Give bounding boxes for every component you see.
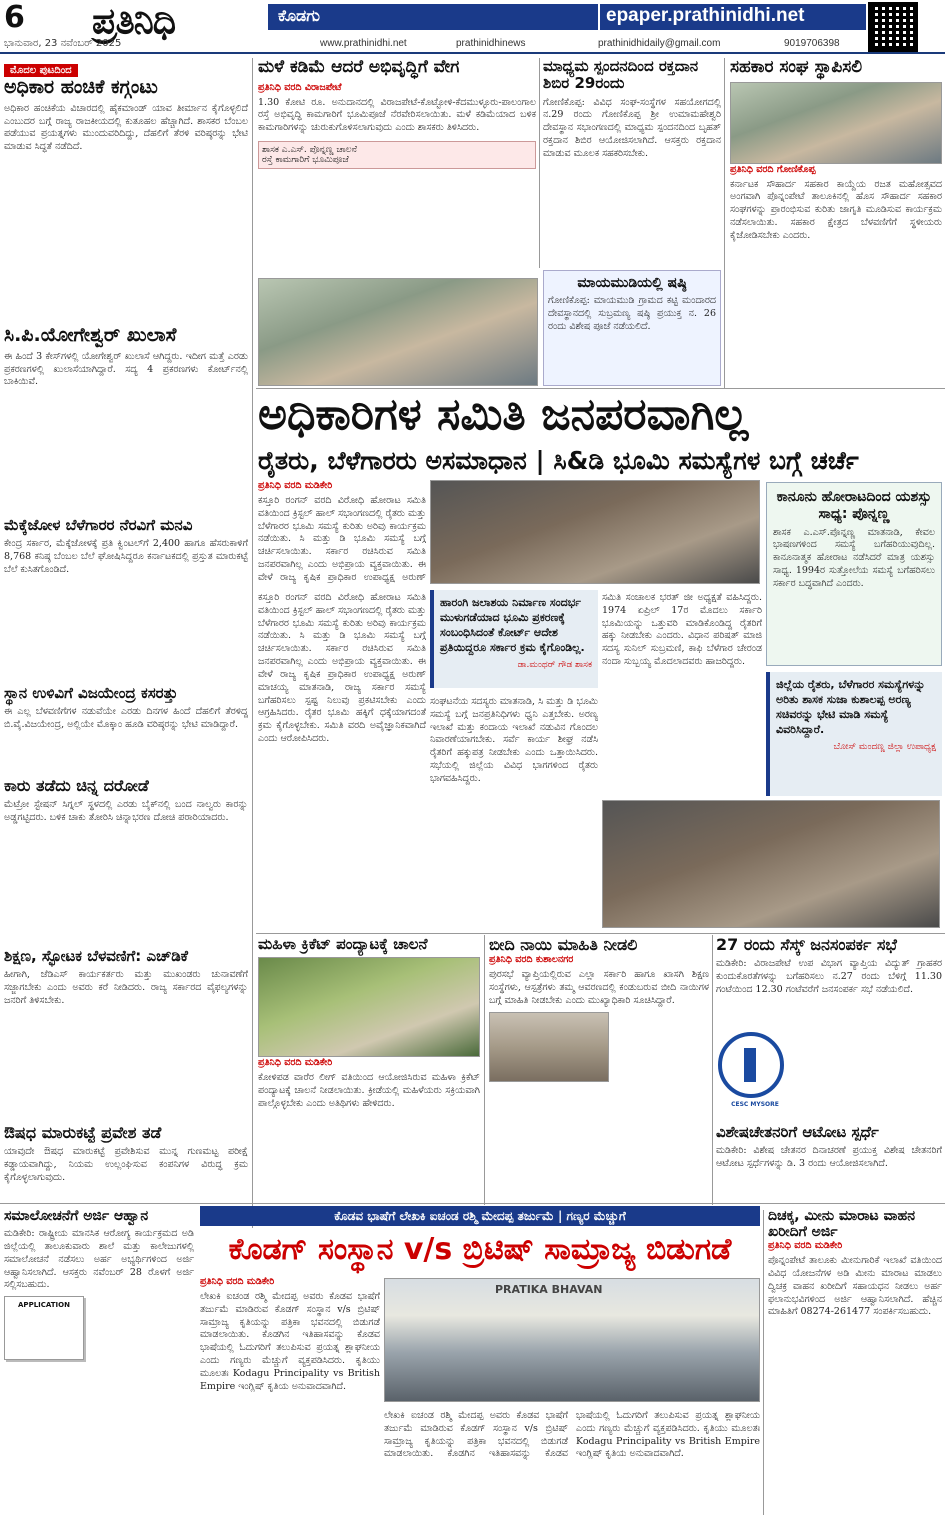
article-headline: ಕಾರು ತಡೆದು ಚಿನ್ನ ದರೋಡೆ	[4, 777, 149, 795]
email-link[interactable]: prathinidhidaily@gmail.com	[598, 38, 721, 49]
phone-number: 9019706398	[784, 38, 840, 49]
article-body: ಈ ಎಲ್ಲ ಬೆಳವಣಿಗೆಗಳ ನಡುವೆಯೇ ಎರಡು ದಿನಗಳ ಹಿಂದೆ ದೆಹಲಿಗೆ ತೆರಳಿದ್ದ ಬಿ.ವೈ.ವಿಜಯೇಂದ್ರ, ಅಲ್ಲಿಯೇ ಮೊಕ್ಕಾಂ ಹೂಡಿ ವರಿಷ್ಠರನ್ನು ಭೇಟಿ ಮಾಡಿದ್ದಾರೆ.	[4, 706, 248, 731]
article-aushadha	[4, 1124, 248, 1202]
article-shikshana	[4, 948, 248, 1120]
article-headline: ಅಧಿಕಾರ ಹಂಚಿಕೆ ಕಗ್ಗಂಟು	[4, 76, 158, 98]
article-raktadana	[543, 58, 721, 266]
article-samalochane	[4, 1208, 194, 1514]
quote-attribution: ಬೋಸ್ ಮಂದಣ್ಣ ಜಿಲ್ಲಾ ಉಪಾಧ್ಯಕ್ಷ	[833, 742, 936, 753]
article-body: ಮಡಿಕೇರಿ: ರಾಷ್ಟ್ರೀಯ ಮಾನಸಿಕ ಆರೋಗ್ಯ ಕಾರ್ಯಕ್ರಮದ ಅಡಿ ಜಿಲ್ಲೆಯಲ್ಲಿ ತಾಲೂಕುವಾರು ಶಾಲೆ ಮತ್ತು ಕಾಲೇಜುಗಳಲ್ಲಿ ಸಮಾಲೋಚನೆ ನಡೆಸಲು ಅರ್ಹ ಅಭ್ಯರ್ಥಿಗಳಿಂದ ಅರ್ಜಿ ಆಹ್ವಾನಿಸಲಾಗಿದೆ. ಆಸಕ್ತರು ನವೆಂಬರ್ 28 ರೊಳಗೆ ಅರ್ಜಿ ಸಲ್ಲಿಸಬಹುದು.	[4, 1228, 194, 1291]
article-body: ಗೋಣಿಕೊಪ್ಪ: ಮಾಯಮುಡಿ ಗ್ರಾಮದ ಕಟ್ಟಿ ಮಂದಾರದ ದೇವಸ್ಥಾನದಲ್ಲಿ ಸುಬ್ರಮಣ್ಯ ಷಷ್ಠಿ ಪ್ರಯುಕ್ತ ನ. 26 ರಂದು ವಿಶೇಷ ಪೂಜೆ ನಡೆಯಲಿದೆ.	[548, 295, 716, 332]
lead-column-3	[602, 588, 762, 798]
article-headline: ಸ್ಥಾನ ಉಳಿವಿಗೆ ವಿಜಯೇಂದ್ರ ಕಸರತ್ತು	[4, 685, 178, 702]
article-headline: ಶಿಕ್ಷಣ, ಸ್ಫೋಟಕ ಬೆಳವಣಿಗೆ: ಎಚ್‌ಡಿಕೆ	[4, 948, 188, 965]
article-headline: 27 ರಂದು ಸೆಸ್ಕ್ ಜನಸಂಪರ್ಕ ಸಭೆ	[716, 936, 897, 954]
article-beedi	[489, 936, 709, 1202]
article-adhikara	[4, 58, 248, 320]
article-body: ಅಧಿಕಾರ ಹಂಚಿಕೆಯ ವಿಚಾರದಲ್ಲಿ ಹೈಕಮಾಂಡ್ ಯಾವ ತೀರ್ಮಾನ ಕೈಗೊಳ್ಳಲಿದೆ ಎಂಬುದರ ಬಗ್ಗೆ ರಾಜ್ಯ ರಾಜಕೀಯದಲ್ಲಿ ಕುತೂಹಲ ಹೆಚ್ಚಾಗಿದೆ. ಶಾಸಕರ ಬೆಂಬಲ ಪಡೆಯುವ ಪ್ರಯತ್ನಗಳು ಮುಂದುವರಿದಿದ್ದು, ದೆಹಲಿಗೆ ತೆರಳಿ ವರಿಷ್ಠರನ್ನು ಭೇಟಿ ಮಾಡುವ ಸಿದ್ಧತೆ ನಡೆದಿದೆ.	[4, 102, 248, 153]
section-tab: ಕೊಡಗು	[268, 4, 598, 30]
article-didikka	[768, 1208, 942, 1514]
article-body: ಮೆಟ್ರೋ ಸ್ಟೇಷನ್ ಸಿಗ್ನಲ್ ಸ್ಥಳದಲ್ಲಿ ಎರಡು ಬೈಕ್‌ನಲ್ಲಿ ಬಂದ ನಾಲ್ವರು ಕಾರನ್ನು ಅಡ್ಡಗಟ್ಟಿದರು. ಬಳಿಕ ಚಾಕು ತೋರಿಸಿ ಚಿನ್ನಾಭರಣ ದೋಚಿ ಪರಾರಿಯಾದರು.	[4, 799, 248, 824]
sidebar-body: ಶಾಸಕ ಎ.ಎಸ್.ಪೊನ್ನಣ್ಣ ಮಾತನಾಡಿ, ಕೇವಲ ಭಾಷಣಗಳಿಂದ ಸಮಸ್ಯೆ ಬಗೆಹರಿಯುವುದಿಲ್ಲ. ಕಾನೂನಾತ್ಮಕ ಹೋರಾಟ ನಡೆಸಿದರೆ ಮಾತ್ರ ಯಶಸ್ಸು ಸಾಧ್ಯ. 1994ರ ಸುತ್ತೋಲೆಯ ಸಮಸ್ಯೆ ಬಗೆಹರಿಸಲು ಸರ್ಕಾರ ಬದ್ಧವಾಗಿದೆ ಎಂದರು.	[773, 526, 935, 589]
article-body: ಸಂಘಟನೆಯ ಸದಸ್ಯರು ಮಾತನಾಡಿ, ಸಿ ಮತ್ತು ಡಿ ಭೂಮಿ ಸಮಸ್ಯೆ ಬಗ್ಗೆ ಜನಪ್ರತಿನಿಧಿಗಳು ಧ್ವನಿ ಎತ್ತಬೇಕು. ಅರಣ್ಯ ಇಲಾಖೆ ಮತ್ತು ಕಂದಾಯ ಇಲಾಖೆ ನಡುವಿನ ಗೊಂದಲ ನಿವಾರಣೆಯಾಗಬೇಕು. ಸರ್ವೆ ಕಾರ್ಯ ಶೀಘ್ರ ನಡೆಸಿ ರೈತರಿಗೆ ಹಕ್ಕುಪತ್ರ ನೀಡಬೇಕು ಎಂದು ಒತ್ತಾಯಿಸಿದರು. ಸಭೆಯಲ್ಲಿ ಜಿಲ್ಲೆಯ ವಿವಿಧ ಭಾಗಗಳಿಂದ ರೈತರು ಭಾಗವಹಿಸಿದ್ದರು.	[430, 696, 598, 784]
article-headline: ಔಷಧ ಮಾರುಕಟ್ಟೆ ಪ್ರವೇಶ ತಡೆ	[4, 1124, 162, 1142]
lead-meeting-photo	[430, 480, 760, 584]
article-body: ಕೇಂದ್ರ ಸರ್ಕಾರ, ಮೆಕ್ಕೆಜೋಳಕ್ಕೆ ಪ್ರತಿ ಕ್ವಿಂಟಲ್‌ಗೆ 2,400 ಹಾಗೂ ಹೆಸರುಕಾಳಿಗೆ 8,768 ಕನಿಷ್ಠ ಬೆಂಬಲ ಬೆಲೆ ಘೋಷಿಸಿದ್ದರೂ ಕರ್ನಾಟಕದಲ್ಲಿ ಪ್ರಸ್ತುತ ಮಾರುಕಟ್ಟೆ ಬೆಲೆ ಕುಸಿತಗೊಂಡಿದೆ.	[4, 538, 248, 575]
article-byline: ಪ್ರತಿನಿಧಿ ವರದಿ ಕುಶಾಲನಗರ	[489, 954, 574, 966]
article-headline: ಮಾಯಮುಡಿಯಲ್ಲಿ ಷಷ್ಠಿ	[577, 275, 687, 291]
lead-column-2	[430, 692, 598, 928]
kanunu-sidebar	[766, 482, 942, 666]
application-form-icon	[4, 1296, 84, 1360]
article-byline: ಪ್ರತಿನಿಧಿ ವರದಿ ಗೋಣಿಕೊಪ್ಪ	[730, 163, 816, 175]
article-byline: ಪ್ರತಿನಿಧಿ ವರದಿ ಮಡಿಕೇರಿ	[200, 1276, 275, 1287]
kanunu-quote	[766, 672, 942, 796]
article-sthana	[4, 685, 248, 773]
article-body: ಕಸ್ತೂರಿ ರಂಗನ್ ವರದಿ ವಿರೋಧಿ ಹೋರಾಟ ಸಮಿತಿ ವತಿಯಿಂದ ಕ್ರಿಸ್ಟಲ್ ಹಾಲ್ ಸಭಾಂಗಣದಲ್ಲಿ ರೈತರು ಮತ್ತು ಬೆಳೆಗಾರರ ಭೂಮಿ ಸಮಸ್ಯೆ ಕುರಿತು ಅರಿವು ಕಾರ್ಯಕ್ರಮ ನಡೆಯಿತು. ಸಿ ಮತ್ತು ಡಿ ಭೂಮಿ ಸಮಸ್ಯೆ ಬಗ್ಗೆ ಚರ್ಚಿಸಲಾಯಿತು. ಸರ್ಕಾರ ರಚಿಸಿರುವ ಸಮಿತಿ ಜನಪರವಾಗಿಲ್ಲ ಎಂದು ಅಭಿಪ್ರಾಯ ವ್ಯಕ್ತವಾಯಿತು. ಈ ವೇಳೆ ರಾಜ್ಯ ಕೃಷಿಕ ಪ್ರಾಧಿಕಾರ ಉಪಾಧ್ಯಕ್ಷ ಅರುಣ್ ಮಾಚಯ್ಯ ಮಾತನಾಡಿ, ರಾಜ್ಯ ಸರ್ಕಾರ ಸಮಸ್ಯೆ ಬಗೆಹರಿಸಲು ಸ್ಪಷ್ಟ ನಿಲುವು ಪ್ರಕಟಿಸಬೇಕು ಎಂದು ಆಗ್ರಹಿಸಿದರು. ರೈತರ ಭೂಮಿ ಹಕ್ಕಿಗೆ ಧಕ್ಕೆಯಾಗದಂತೆ ಕ್ರಮ ಕೈಗೊಳ್ಳಬೇಕು. ಸಮಿತಿ ವರದಿ ಅವೈಜ್ಞಾನಿಕವಾಗಿದೆ ಎಂದು ಆರೋಪಿಸಿದರು.	[258, 592, 426, 744]
page-number: 6	[4, 0, 25, 35]
article-headline: ಬೀದಿ ನಾಯಿ ಮಾಹಿತಿ ನೀಡಲಿ	[489, 936, 638, 954]
photo-tag: ಶಾಸಕ ಎ.ಎಸ್. ಪೊನ್ನಣ್ಣ ಚಾಲನೆ	[262, 144, 357, 155]
application-card-label: APPLICATION	[18, 1301, 70, 1310]
article-body: ಸಮಿತಿ ಸಂಚಾಲಕ ಭರತ್ ಜೀ ಅಧ್ಯಕ್ಷತೆ ವಹಿಸಿದ್ದರು. 1974 ಏಪ್ರಿಲ್ 17ರ ಮೊದಲು ಸರ್ಕಾರಿ ಭೂಮಿಯನ್ನು ಒತ್ತುವರಿ ಮಾಡಿಕೊಂಡಿದ್ದ ರೈತರಿಗೆ ಹಕ್ಕು ನೀಡಬೇಕು ಎಂದರು. ವಿಧಾನ ಪರಿಷತ್ ಮಾಜಿ ಸದಸ್ಯ ಸುನಿಲ್ ಸುಬ್ರಮಣಿ, ಕಾಫಿ ಬೆಳೆಗಾರ ಚೇರಂಡ ನಂದಾ ಸುಬ್ಬಯ್ಯ ಮೊದಲಾದವರು ಹಾಜರಿದ್ದರು.	[602, 592, 762, 668]
article-body: ಕೋಳಿಪಡ ವಾರೆರ ಲೀಗ್ ವತಿಯಿಂದ ಆಯೋಜಿಸಿರುವ ಮಹಿಳಾ ಕ್ರಿಕೆಟ್ ಪಂದ್ಯಾಟಕ್ಕೆ ಚಾಲನೆ ನೀಡಲಾಯಿತು. ಕ್ರೀಡೆಯಲ್ಲಿ ಮಹಿಳೆಯರು ಸಕ್ರಿಯವಾಗಿ ಪಾಲ್ಗೊಳ್ಳಬೇಕು ಎಂದು ಅತಿಥಿಗಳು ಹೇಳಿದರು.	[258, 1072, 480, 1109]
article-body: ಗೋಣಿಕೊಪ್ಪ: ವಿವಿಧ ಸಂಘ-ಸಂಸ್ಥೆಗಳ ಸಹಯೋಗದಲ್ಲಿ ನ.29 ರಂದು ಗೋಣಿಕೊಪ್ಪ ಶ್ರೀ ಉಮಾಮಹೇಶ್ವರಿ ದೇವಸ್ಥಾನ ಸಭಾಂಗಣದಲ್ಲಿ ಮಾಧ್ಯಮ ಸ್ಪಂದನದಿಂದ ಬೃಹತ್ ರಕ್ತದಾನ ಶಿಬಿರ ಆಯೋಜಿಸಲಾಗಿದೆ. ಆಸಕ್ತರು ರಕ್ತದಾನ ಮಾಡುವ ಮೂಲಕ ಸಹಕರಿಸಬೇಕು.	[543, 96, 721, 159]
article-headline: ಸಿ.ಪಿ.ಯೋಗೇಶ್ವರ್ ಖುಲಾಸೆ	[4, 325, 177, 346]
article-mayamudi	[543, 270, 721, 386]
article-body: ಮಡಿಕೇರಿ: ವಿಶೇಷ ಚೇತನರ ದಿನಾಚರಣೆ ಪ್ರಯುಕ್ತ ವಿಶೇಷ ಚೇತನರಿಗೆ ಆಟೋಟ ಸ್ಪರ್ಧೆಗಳನ್ನು ಡಿ. 3 ರಂದು ಆಯೋಜಿಸಲಾಗಿದೆ.	[716, 1145, 942, 1170]
rain-event-photo	[258, 278, 538, 386]
stray-dogs-photo	[489, 1012, 609, 1082]
article-byline: ಪ್ರತಿನಿಧಿ ವರದಿ ಮಡಿಕೇರಿ	[768, 1240, 843, 1252]
cesc-logo-text: CESC MYSORE	[731, 1101, 779, 1108]
article-sahakara	[730, 58, 942, 388]
issue-date: ಭಾನುವಾರ, 23 ನವೆಂಬರ್ 2025	[4, 38, 122, 49]
article-cp-yogeshwar	[4, 325, 248, 513]
article-male	[258, 58, 536, 276]
kodava-banner: ಕೊಡವ ಭಾಷೆಗೆ ಲೇಖಕಿ ಐಚಂಡ ರಶ್ಮಿ ಮೇದಪ್ಪ ತರ್ಜುಮೆ | ಗಣ್ಯರ ಮೆಚ್ಚುಗೆ	[200, 1206, 760, 1226]
article-byline: ಪ್ರತಿನಿಧಿ ವರದಿ ಮಡಿಕೇರಿ	[258, 480, 333, 491]
article-headline: ದಿಚಕ್ಕ, ಮೀನು ಮಾರಾಟ ವಾಹನ ಖರೀದಿಗೆ ಅರ್ಜಿ	[768, 1208, 915, 1241]
lead-column-1b	[258, 588, 426, 928]
article-headline: ಮಹಿಳಾ ಕ್ರಿಕೆಟ್ ಪಂದ್ಯಾಟಕ್ಕೆ ಚಾಲನೆ	[258, 936, 428, 953]
cesc-logo	[718, 1032, 784, 1108]
article-body: ಲೇಖಕಿ ಐಚಂಡ ರಶ್ಮಿ ಮೇದಪ್ಪ ಅವರು ಕೊಡವ ಭಾಷೆಗೆ ತರ್ಜುಮೆ ಮಾಡಿರುವ ಕೊಡಗ್ ಸಂಸ್ಥಾನ v/s ಬ್ರಿಟಿಷ್ ಸಾಮ್ರಾಜ್ಯ ಕೃತಿಯನ್ನು ಪತ್ರಿಕಾ ಭವನದಲ್ಲಿ ಬಿಡುಗಡೆ ಮಾಡಲಾಯಿತು. ಕೊಡಗಿನ ಇತಿಹಾಸವನ್ನು ಕೊಡವ ಭಾಷೆಯಲ್ಲಿ ಓದುಗರಿಗೆ ತಲುಪಿಸುವ ಪ್ರಯತ್ನ ಶ್ಲಾಘನೀಯ ಎಂದು ಗಣ್ಯರು ಮೆಚ್ಚುಗೆ ವ್ಯಕ್ತಪಡಿಸಿದರು. ಕೃತಿಯು ಮೂಲತಃ Kodagu Principality vs British Empire ಇಂಗ್ಲಿಷ್ ಕೃತಿಯ ಅನುವಾದವಾಗಿದೆ.	[384, 1410, 760, 1460]
article-byline: ಪ್ರತಿನಿಧಿ ವರದಿ ವಿರಾಜಪೇಟೆ	[258, 81, 342, 93]
lead-headline: ಅಧಿಕಾರಿಗಳ ಸಮಿತಿ ಜನಪರವಾಗಿಲ್ಲ	[258, 389, 749, 440]
article-mekkejola	[4, 517, 248, 681]
article-body: ಮಡಿಕೇರಿ: ವಿರಾಜಪೇಟೆ ಉಪ ವಿಭಾಗ ವ್ಯಾಪ್ತಿಯ ವಿದ್ಯುತ್ ಗ್ರಾಹಕರ ಕುಂದುಕೊರತೆಗಳನ್ನು ಬಗೆಹರಿಸಲು ನ.27 ರಂದು ಬೆಳಿಗ್ಗೆ 11.30 ಗಂಟೆಯಿಂದ 12.30 ಗಂಟೆವರೆಗೆ ಜನಸಂಪರ್ಕ ಸಭೆ ನಡೆಯಲಿದೆ.	[716, 958, 942, 996]
photo-tag: ರಸ್ತೆ ಕಾಮಗಾರಿಗೆ ಭೂಮಿಪೂಜೆ	[262, 154, 349, 165]
article-body: ಯಾವುದೇ ಔಷಧ ಮಾರುಕಟ್ಟೆ ಪ್ರವೇಶಿಸುವ ಮುನ್ನ ಗುಣಮಟ್ಟ ಪರೀಕ್ಷೆ ಕಡ್ಡಾಯವಾಗಿದ್ದು, ನಿಯಮ ಉಲ್ಲಂಘಿಸುವ ಕಂಪನಿಗಳ ವಿರುದ್ಧ ಕ್ರಮ ಕೈಗೊಳ್ಳಲಾಗುವುದು.	[4, 1146, 248, 1184]
article-headline: ವಿಶೇಷಚೇತನರಿಗೆ ಆಟೋಟ ಸ್ಪರ್ಧೆ	[716, 1124, 879, 1141]
article-body: ಪೊನ್ನಂಪೇಟೆ ತಾಲೂಕು ಮೀನುಗಾರಿಕೆ ಇಲಾಖೆ ವತಿಯಿಂದ ವಿವಿಧ ಯೋಜನೆಗಳ ಅಡಿ ಮೀನು ಮಾರಾಟ ಮಾಡಲು ದ್ವಿಚಕ್ರ ವಾಹನ ಖರೀದಿಗೆ ಸಹಾಯಧನ ನೀಡಲು ಅರ್ಹ ಫಲಾನುಭವಿಗಳಿಂದ ಅರ್ಜಿ ಆಹ್ವಾನಿಸಲಾಗಿದೆ. ಹೆಚ್ಚಿನ ಮಾಹಿತಿಗೆ 08274-261477 ಸಂಪರ್ಕಿಸಬಹುದು.	[768, 1255, 942, 1318]
pratika-bhavan-sign: PRATIKA BHAVAN	[495, 1283, 603, 1296]
lead-audience-photo	[602, 800, 940, 928]
epaper-url[interactable]: epaper.prathinidhi.net	[600, 4, 866, 30]
article-body: ಪುರಸಭೆ ವ್ಯಾಪ್ತಿಯಲ್ಲಿರುವ ಎಲ್ಲಾ ಸರ್ಕಾರಿ ಹಾಗೂ ಖಾಸಗಿ ಶಿಕ್ಷಣ ಸಂಸ್ಥೆಗಳು, ಆಸ್ಪತ್ರೆಗಳು ತಮ್ಮ ಆವರಣದಲ್ಲಿ ಕಂಡುಬರುವ ಬೀದಿ ನಾಯಿಗಳ ಬಗ್ಗೆ ಮಾಹಿತಿ ನೀಡಬೇಕು ಎಂದು ಮುಖ್ಯಾಧಿಕಾರಿ ಸೂಚಿಸಿದ್ದಾರೆ.	[489, 969, 709, 1007]
kodava-headline: ಕೊಡಗ್ ಸಂಸ್ಥಾನ v/s ಬ್ರಿಟಿಷ್ ಸಾಮ್ರಾಜ್ಯ ಬಿಡುಗಡೆ	[228, 1232, 732, 1267]
article-headline: ಸಮಾಲೋಚನೆಗೆ ಅರ್ಜಿ ಆಹ್ವಾನ	[4, 1208, 149, 1224]
article-body: 1.30 ಕೋಟಿ ರೂ. ಅನುದಾನದಲ್ಲಿ ವಿರಾಜಪೇಟೆ-ಕೊಟ್ಟೋಳಿ-ಕೆದಮುಳ್ಳೂರು-ಪಾಲಂಗಾಲ ರಸ್ತೆ ಅಭಿವೃದ್ಧಿ ಕಾಮಗಾರಿಗೆ ಭೂಮಿಪೂಜೆ ನೆರವೇರಿಸಲಾಯಿತು. ಮಳೆ ಕಡಿಮೆಯಾದ ಬಳಿಕ ಕಾಮಗಾರಿಗಳನ್ನು ಚುರುಕುಗೊಳಿಸಲಾಗುವುದು ಎಂದು ಶಾಸಕರು ತಿಳಿಸಿದರು.	[258, 96, 536, 134]
cricket-photo	[258, 957, 480, 1057]
masthead-logo: ಪ್ರತಿನಿಧಿ	[92, 0, 176, 42]
article-mahila	[258, 936, 480, 1202]
cooperative-meeting-photo	[730, 82, 942, 164]
article-byline: ಪ್ರತಿನಿಧಿ ವರದಿ ಮಡಿಕೇರಿ	[258, 1057, 333, 1069]
article-body: ಹೀಗಾಗಿ, ಜೆಡಿಎಸ್ ಕಾರ್ಯಕರ್ತರು ಮತ್ತು ಮುಖಂಡರು ಚುನಾವಣೆಗೆ ಸಜ್ಜಾಗಬೇಕು ಎಂದು ಅವರು ಕರೆ ನೀಡಿದರು. ರಾಜ್ಯ ಸರ್ಕಾರದ ವೈಫಲ್ಯಗಳನ್ನು ಜನರಿಗೆ ತಿಳಿಸಬೇಕು.	[4, 969, 248, 1006]
social-handle[interactable]: prathinidhinews	[456, 38, 526, 49]
lead-pull-quote	[430, 590, 598, 688]
article-headline: ಮಳೆ ಕಡಿಮೆ ಆದರೆ ಅಭಿವೃದ್ಧಿಗೆ ವೇಗ	[258, 58, 460, 77]
sidebar-title: ಕಾನೂನು ಹೋರಾಟದಿಂದ ಯಶಸ್ಸು ಸಾಧ್ಯ: ಪೊನ್ನಣ್ಣ	[776, 489, 932, 522]
lead-subheadline: ರೈತರು, ಬೆಳೆಗಾರರು ಅಸಮಾಧಾನ | ಸಿ&ಡಿ ಭೂಮಿ ಸಮಸ್ಯೆಗಳ ಬಗ್ಗೆ ಚರ್ಚೆ	[258, 446, 859, 475]
quote-attribution: ಡಾ.ಮಂಥರ್ ಗೌಡ ಶಾಸಕ	[517, 660, 592, 671]
article-kicker: ಮೊದಲ ಪುಟದಿಂದ	[4, 64, 78, 77]
article-kodava	[200, 1276, 380, 1514]
article-karu	[4, 777, 248, 945]
article-headline: ಸಹಕಾರ ಸಂಘ ಸ್ಥಾಪಿಸಲಿ	[730, 58, 863, 77]
lead-column-1	[258, 480, 426, 584]
article-headline: ಮೆಕ್ಕೆಜೋಳ ಬೆಳೆಗಾರರ ನೆರವಿಗೆ ಮನವಿ	[4, 517, 193, 534]
page-header	[0, 0, 945, 54]
article-body: ಕಸ್ತೂರಿ ರಂಗನ್ ವರದಿ ವಿರೋಧಿ ಹೋರಾಟ ಸಮಿತಿ ವತಿಯಿಂದ ಕ್ರಿಸ್ಟಲ್ ಹಾಲ್ ಸಭಾಂಗಣದಲ್ಲಿ ರೈತರು ಮತ್ತು ಬೆಳೆಗಾರರ ಭೂಮಿ ಸಮಸ್ಯೆ ಕುರಿತು ಅರಿವು ಕಾರ್ಯಕ್ರಮ ನಡೆಯಿತು. ಸಿ ಮತ್ತು ಡಿ ಭೂಮಿ ಸಮಸ್ಯೆ ಬಗ್ಗೆ ಚರ್ಚಿಸಲಾಯಿತು. ಸರ್ಕಾರ ರಚಿಸಿರುವ ಸಮಿತಿ ಜನಪರವಾಗಿಲ್ಲ ಎಂದು ಅಭಿಪ್ರಾಯ ವ್ಯಕ್ತವಾಯಿತು. ಈ ವೇಳೆ ರಾಜ್ಯ ಕೃಷಿಕ ಪ್ರಾಧಿಕಾರ ಉಪಾಧ್ಯಕ್ಷ ಅರುಣ್	[258, 495, 426, 583]
qr-code-icon	[868, 2, 918, 52]
article-body: ಕರ್ನಾಟಕ ಸೌಹಾರ್ದ ಸಹಕಾರ ಕಾಯ್ದೆಯ ರಜತ ಮಹೋತ್ಸವದ ಅಂಗವಾಗಿ ಪೊನ್ನಂಪೇಟೆ ತಾಲೂಕಿನಲ್ಲಿ ಹೊಸ ಸೌಹಾರ್ದ ಸಹಕಾರ ಸಂಘಗಳನ್ನು ಪ್ರಾರಂಭಿಸುವ ಕುರಿತು ಜಾಗೃತಿ ಮೂಡಿಸುವ ಕಾರ್ಯಕ್ರಮ ನಡೆಸಲಾಯಿತು. ಸಹಕಾರ ಕ್ಷೇತ್ರದ ಬೆಳವಣಿಗೆಗೆ ಸ್ಥಳೀಯರು ಕೈಜೋಡಿಸಬೇಕು ಎಂದರು.	[730, 178, 942, 241]
article-headline: ಮಾಧ್ಯಮ ಸ್ಪಂದನದಿಂದ ರಕ್ತದಾನ ಶಿಬಿರ 29ರಂದು	[543, 58, 699, 93]
website-link[interactable]: www.prathinidhi.net	[320, 38, 407, 49]
article-body: ಈ ಹಿಂದೆ 3 ಕೇಸ್‌ಗಳಲ್ಲಿ ಯೋಗೇಶ್ವರ್ ಖುಲಾಸೆ ಆಗಿದ್ದರು. ಇದೀಗ ಮತ್ತೆ ಎರಡು ಪ್ರಕರಣಗಳಲ್ಲಿ ಖುಲಾಸೆಯಾಗಿದ್ದಾರೆ. ಸದ್ಯ 4 ಪ್ರಕರಣಗಳು ಕೋರ್ಟ್‌ನಲ್ಲಿ ಬಾಕಿಯಿವೆ.	[4, 350, 248, 388]
article-body: ಲೇಖಕಿ ಐಚಂಡ ರಶ್ಮಿ ಮೇದಪ್ಪ ಅವರು ಕೊಡವ ಭಾಷೆಗೆ ತರ್ಜುಮೆ ಮಾಡಿರುವ ಕೊಡಗ್ ಸಂಸ್ಥಾನ v/s ಬ್ರಿಟಿಷ್ ಸಾಮ್ರಾಜ್ಯ ಕೃತಿಯನ್ನು ಪತ್ರಿಕಾ ಭವನದಲ್ಲಿ ಬಿಡುಗಡೆ ಮಾಡಲಾಯಿತು. ಕೊಡಗಿನ ಇತಿಹಾಸವನ್ನು ಕೊಡವ ಭಾಷೆಯಲ್ಲಿ ಓದುಗರಿಗೆ ತಲುಪಿಸುವ ಪ್ರಯತ್ನ ಶ್ಲಾಘನೀಯ ಎಂದು ಗಣ್ಯರು ಮೆಚ್ಚುಗೆ ವ್ಯಕ್ತಪಡಿಸಿದರು. ಕೃತಿಯು ಮೂಲತಃ Kodagu Principality vs British Empire ಇಂಗ್ಲಿಷ್ ಕೃತಿಯ ಅನುವಾದವಾಗಿದೆ.	[200, 1291, 380, 1392]
quote-text: ಜಿಲ್ಲೆಯ ರೈತರು, ಬೆಳೆಗಾರರ ಸಮಸ್ಯೆಗಳನ್ನು ಅರಿತು ಶಾಸಕ ಸುಜಾ ಕುಶಾಲಪ್ಪ ಅರಣ್ಯ ಸಚಿವರನ್ನು ಭೇಟಿ ಮಾಡಿ ಸಮಸ್ಯೆ ವಿವರಿಸಿದ್ದಾರೆ.	[776, 678, 926, 736]
quote-text: ಹಾರಂಗಿ ಜಲಾಶಯ ನಿರ್ಮಾಣ ಸಂದರ್ಭ ಮುಳುಗಡೆಯಾದ ಭೂಮಿ ಪ್ರಕರಣಕ್ಕೆ ಸಂಬಂಧಿಸಿದಂತೆ ಕೋರ್ಟ್ ಆದೇಶ ಪ್ರತಿಯಿದ್ದರೂ ಸರ್ಕಾರ ಕ್ರಮ ಕೈಗೊಂಡಿಲ್ಲ.	[440, 596, 585, 654]
photo-tags-box	[258, 141, 536, 169]
book-release-photo	[384, 1278, 760, 1402]
article-ato	[716, 1124, 942, 1202]
article-kodava-cont	[384, 1406, 760, 1514]
